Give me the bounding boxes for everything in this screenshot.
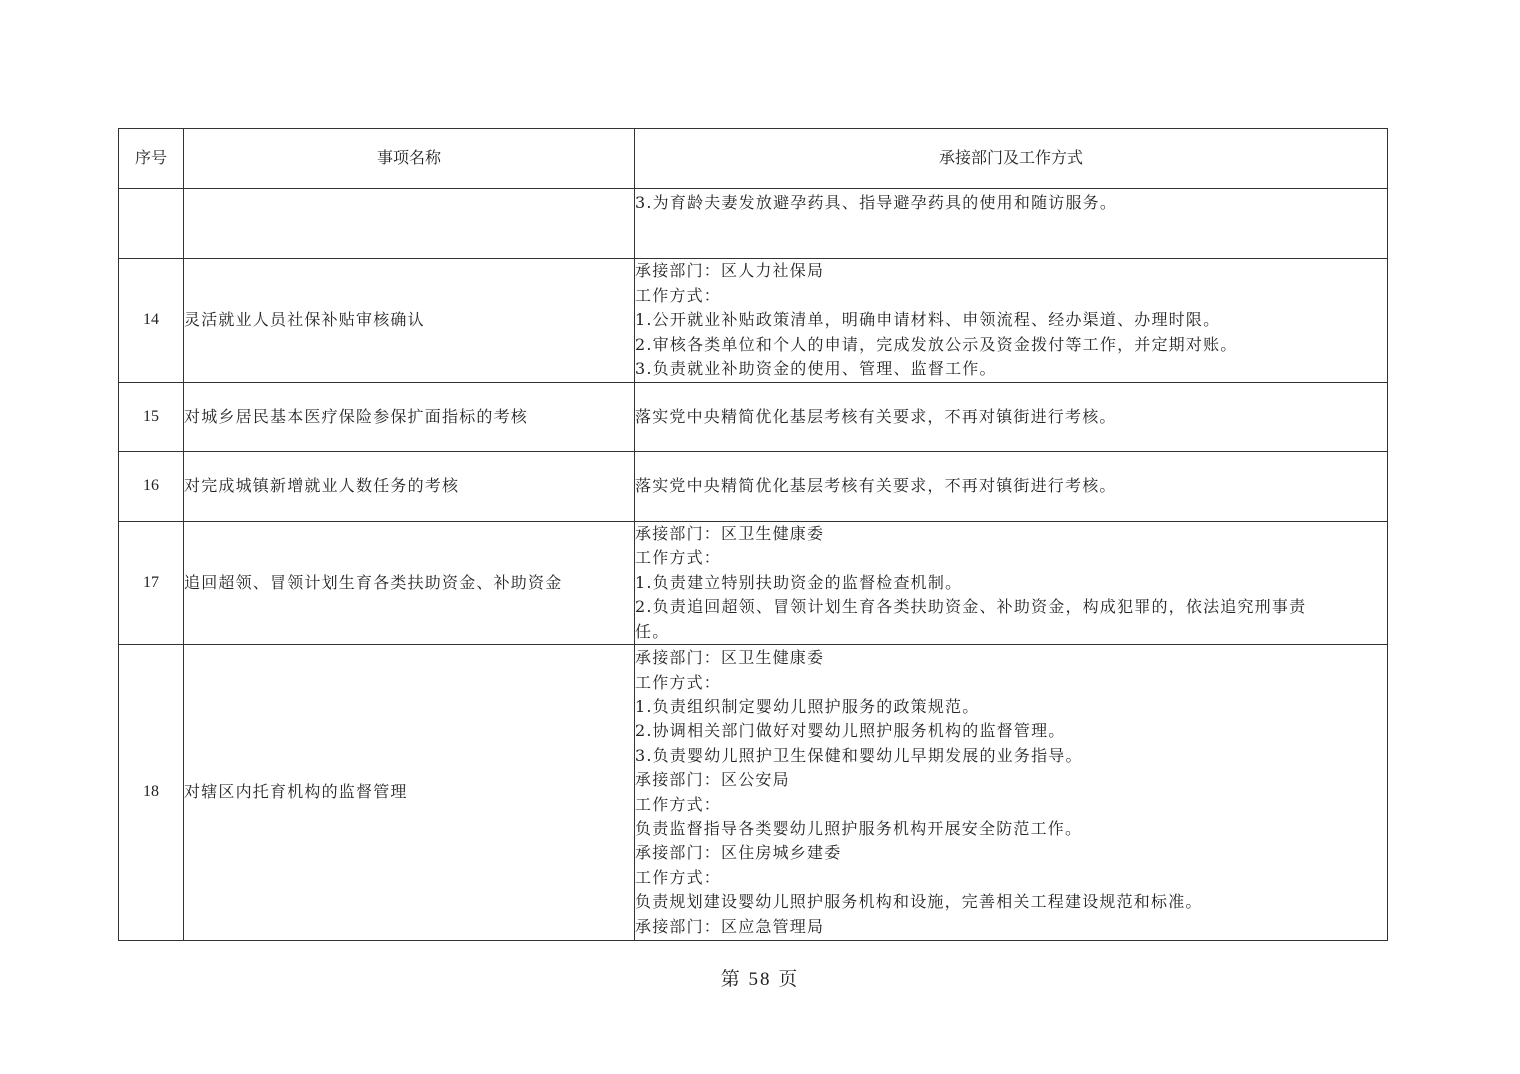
table-row bbox=[119, 259, 1388, 383]
method-line: 负责规划建设婴幼儿照护服务机构和设施，完善相关工程建设规范和标准。 bbox=[635, 892, 1203, 912]
method-line: 任。 bbox=[635, 621, 670, 641]
row-seq: 14 bbox=[119, 259, 184, 383]
row-name: 对完成城镇新增就业人数任务的考核 bbox=[184, 452, 635, 522]
row-method bbox=[635, 645, 1388, 941]
row-method bbox=[635, 383, 1388, 452]
method-line: 1.负责组织制定婴幼儿照护服务的政策规范。 bbox=[635, 696, 980, 716]
header-seq: 序号 bbox=[119, 129, 184, 189]
header-method: 承接部门及工作方式 bbox=[635, 129, 1388, 189]
method-line: 1.公开就业补贴政策清单，明确申请材料、申领流程、经办渠道、办理时限。 bbox=[635, 310, 1221, 330]
method-line: 负责监督指导各类婴幼儿照护服务机构开展安全防范工作。 bbox=[635, 818, 1083, 838]
method-line: 承接部门：区公安局 bbox=[635, 770, 790, 790]
method-line: 工作方式： bbox=[635, 285, 722, 305]
method-line: 落实党中央精简优化基层考核有关要求，不再对镇街进行考核。 bbox=[635, 476, 1117, 496]
row-method bbox=[635, 522, 1388, 645]
row-seq: 16 bbox=[119, 452, 184, 522]
method-line: 承接部门：区卫生健康委 bbox=[635, 648, 825, 668]
method-line: 承接部门：区卫生健康委 bbox=[635, 524, 825, 543]
method-line: 工作方式： bbox=[635, 672, 722, 692]
row-name: 灵活就业人员社保补贴审核确认 bbox=[184, 259, 635, 383]
method-line: 承接部门：区住房城乡建委 bbox=[635, 843, 842, 863]
row-name: 对辖区内托育机构的监督管理 bbox=[184, 645, 635, 941]
method-line: 1.负责建立特别扶助资金的监督检查机制。 bbox=[635, 572, 963, 592]
page-number: 第 58 页 bbox=[720, 969, 800, 990]
method-line: 工作方式： bbox=[635, 794, 722, 814]
table-row bbox=[119, 645, 1388, 941]
row-seq: 17 bbox=[119, 522, 184, 645]
table-row bbox=[119, 522, 1388, 645]
method-line: 工作方式： bbox=[635, 867, 722, 887]
method-line: 承接部门：区人力社保局 bbox=[635, 261, 825, 281]
table-header-row bbox=[119, 129, 1388, 189]
table-row bbox=[119, 189, 1388, 259]
method-line: 2.协调相关部门做好对婴幼儿照护服务机构的监督管理。 bbox=[635, 721, 1066, 741]
row-name: 追回超领、冒领计划生育各类扶助资金、补助资金 bbox=[184, 522, 635, 645]
method-line: 3.负责就业补助资金的使用、管理、监督工作。 bbox=[635, 359, 997, 379]
row-seq: 18 bbox=[119, 645, 184, 941]
row-seq: 15 bbox=[119, 383, 184, 452]
table-row bbox=[119, 383, 1388, 452]
method-line: 3.负责婴幼儿照护卫生保健和婴幼儿早期发展的业务指导。 bbox=[635, 745, 1083, 765]
row-method bbox=[635, 452, 1388, 522]
method-line: 落实党中央精简优化基层考核有关要求，不再对镇街进行考核。 bbox=[635, 406, 1117, 426]
row-method bbox=[635, 189, 1388, 259]
row-method bbox=[635, 259, 1388, 383]
table-row bbox=[119, 452, 1388, 522]
row-name: 对城乡居民基本医疗保险参保扩面指标的考核 bbox=[184, 383, 635, 452]
row-seq bbox=[119, 189, 184, 259]
method-line: 承接部门：区应急管理局 bbox=[635, 916, 825, 936]
items-table bbox=[118, 128, 1388, 941]
row-name bbox=[184, 189, 635, 259]
header-name: 事项名称 bbox=[184, 129, 635, 189]
method-line: 2.负责追回超领、冒领计划生育各类扶助资金、补助资金，构成犯罪的，依法追究刑事责 bbox=[635, 597, 1307, 617]
method-line: 2.审核各类单位和个人的申请，完成发放公示及资金拨付等工作，并定期对账。 bbox=[635, 334, 1238, 354]
method-line: 工作方式： bbox=[635, 548, 722, 568]
method-line: 3.为育龄夫妻发放避孕药具、指导避孕药具的使用和随访服务。 bbox=[635, 193, 1118, 212]
